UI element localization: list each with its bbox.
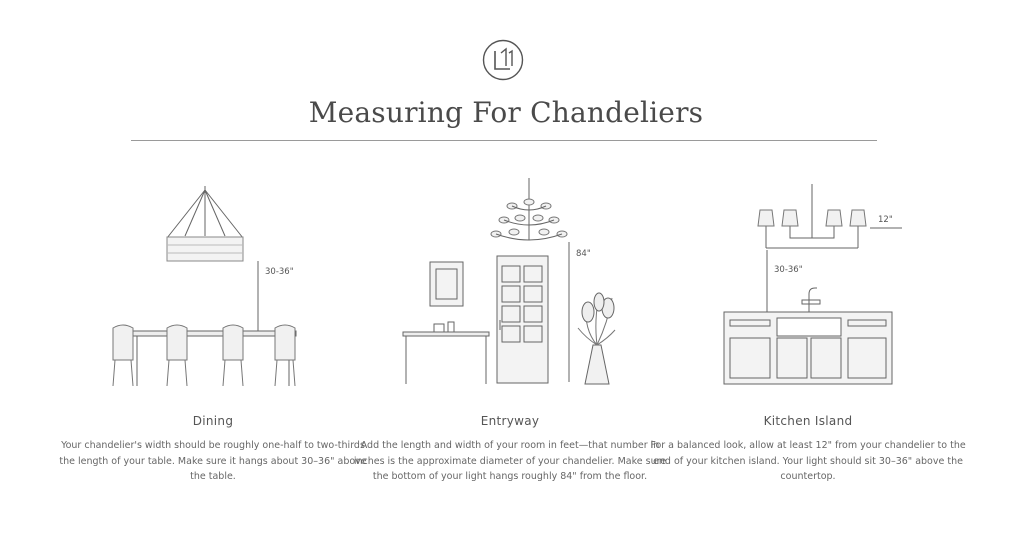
dining-illustration xyxy=(53,170,373,395)
entryway-illustration xyxy=(350,170,670,395)
kitchen-island-illustration xyxy=(648,170,968,395)
entryway-dimension: 84" xyxy=(576,249,591,259)
kitchen-side-dimension: 12" xyxy=(878,215,893,225)
kitchen-island-label: Kitchen Island xyxy=(763,414,853,428)
kitchen-height-dimension: 30-36" xyxy=(774,265,803,275)
page-title: Measuring For Chandeliers xyxy=(308,96,704,129)
entryway-label: Entryway xyxy=(480,414,540,428)
entryway-description: Add the length and width of your room in feet—that number in inches is the approximate diameter of your chandelier. Make sure the bottom of your light hangs roughly 84" from the floor. xyxy=(353,440,667,482)
dining-description: Your chandelier's width should be roughly one-half to two-thirds the length of your table. Make sure it hangs about 30–36" above the table. xyxy=(59,440,367,482)
dining-dimension: 30-36" xyxy=(265,267,294,277)
brand-logo-icon xyxy=(482,39,524,81)
kitchen-island-description: For a balanced look, allow at least 12" from your chandelier to the end of your kitchen island. Your light should sit 30–36" above the countertop. xyxy=(650,440,966,482)
title-divider xyxy=(131,140,877,141)
dining-label: Dining xyxy=(192,414,234,428)
